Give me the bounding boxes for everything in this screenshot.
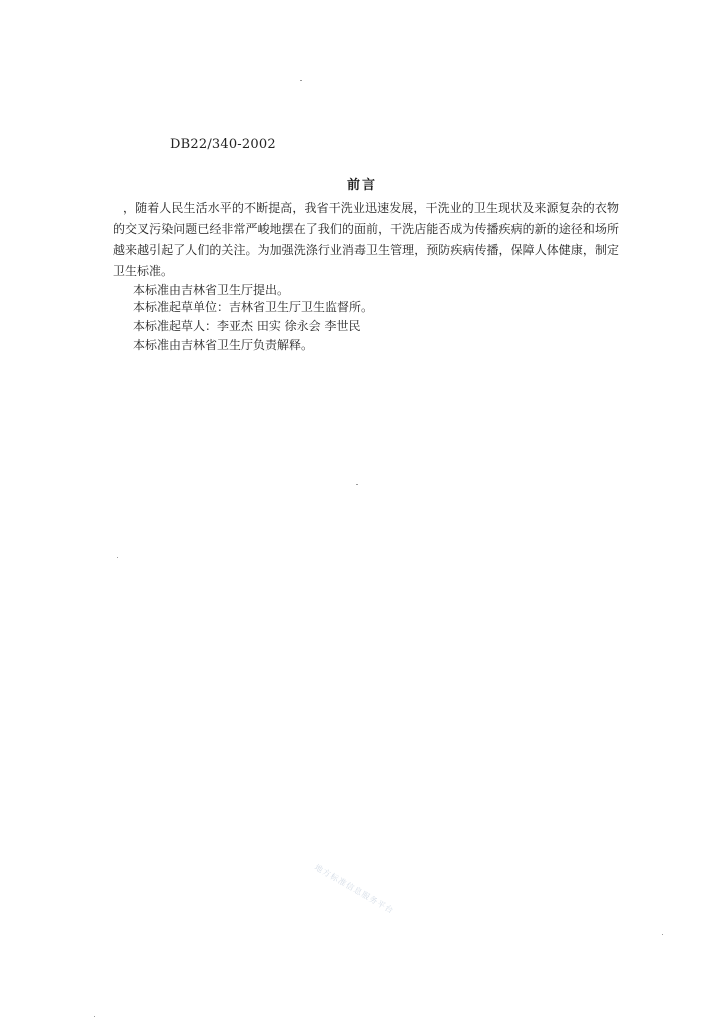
scan-speck bbox=[117, 557, 118, 558]
intro-paragraph: ，随着人民生活水平的不断提高，我省干洗业迅速发展，干洗业的卫生现状及来源复杂的衣物的交叉污染问题已经非常严峻地摆在了我们的面前，干洗店能否成为传播疾病的新的途径和场所越来越引起了人们的关注。为加强洗涤行业消毒卫生管理，预防疾病传播，保障人体健康，制定卫生标准。 bbox=[113, 201, 619, 278]
note-interpretation: 本标准由吉林省卫生厅负责解释。 bbox=[133, 338, 314, 352]
document-code: DB22/340-2002 bbox=[170, 137, 276, 152]
note-proposer: 本标准由吉林省卫生厅提出。 bbox=[133, 283, 290, 297]
note-drafting-unit: 本标准起草单位：吉林省卫生厅卫生监督所。 bbox=[133, 300, 374, 314]
scan-speck bbox=[356, 484, 358, 485]
scan-speck bbox=[300, 80, 302, 81]
section-title: 前言 bbox=[346, 178, 377, 193]
scan-speck bbox=[662, 934, 663, 935]
scan-speck bbox=[94, 1016, 95, 1017]
note-drafters: 本标准起草人：李亚杰 田实 徐永会 李世民 bbox=[133, 319, 361, 333]
watermark: 地方标准信息服务平台 bbox=[313, 862, 396, 916]
